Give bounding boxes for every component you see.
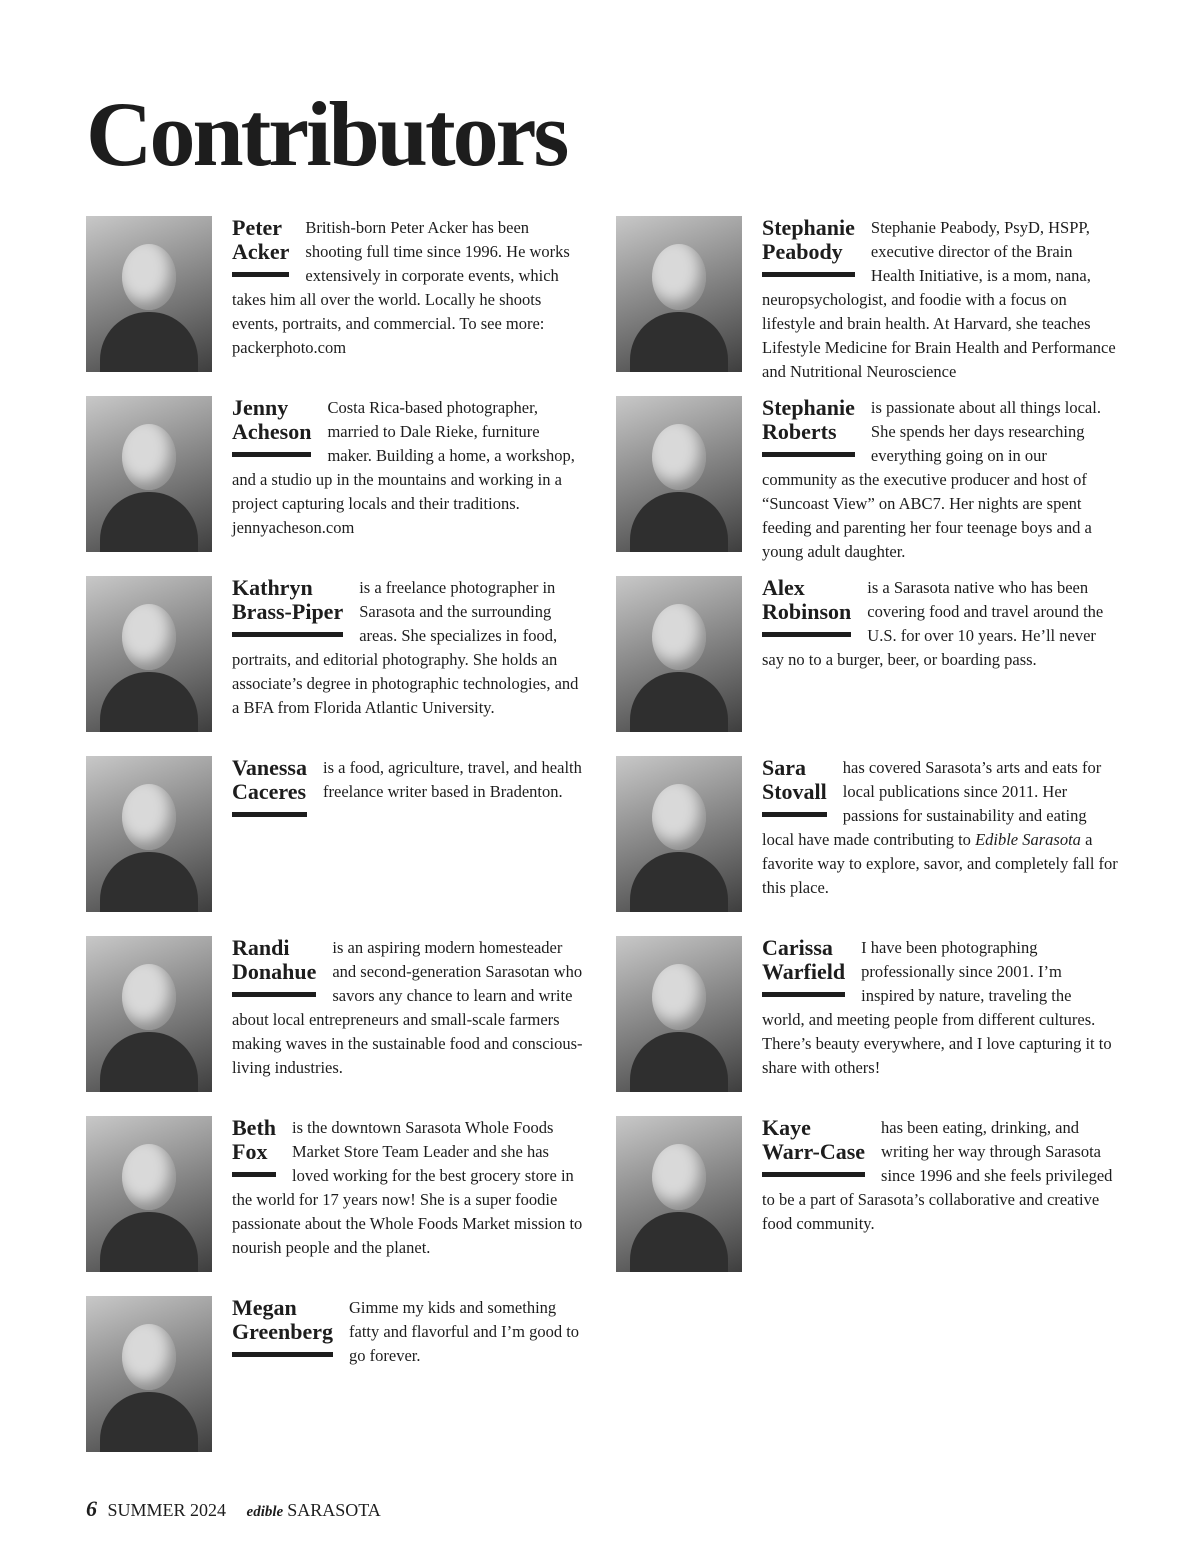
contributor-name: Jenny Acheson bbox=[232, 396, 311, 457]
contributor-name: Sara Stovall bbox=[762, 756, 827, 817]
contributor-card bbox=[86, 936, 586, 1096]
contributor-name: Stephanie Roberts bbox=[762, 396, 855, 457]
contributor-name: Carissa Warfield bbox=[762, 936, 845, 997]
contributor-card bbox=[616, 215, 1116, 381]
contributor-bio: is passionate about all things local. She spends her days researching everything going on in our community as the executive producer and host of “Suncoast View” on ABC7. Her nights are spent feeding and parenting her four teenage boys and a young adult daughter. bbox=[762, 398, 1101, 561]
contributor-photo bbox=[86, 1296, 212, 1452]
contributor-photo bbox=[86, 576, 212, 732]
brand-prefix: edible bbox=[246, 1504, 284, 1520]
contributor-name: Peter Acker bbox=[232, 216, 289, 277]
contributor-card bbox=[616, 936, 1116, 1096]
page-title: Contributors bbox=[86, 83, 567, 185]
page-footer bbox=[86, 1496, 381, 1522]
contributor-name: Alex Robinson bbox=[762, 576, 851, 637]
contributor-name: Beth Fox bbox=[232, 1116, 276, 1177]
contributor-photo bbox=[616, 936, 742, 1092]
contributor-bio: is a food, agriculture, travel, and health freelance writer based in Bradenton. bbox=[323, 758, 582, 801]
brand-name: SARASOTA bbox=[287, 1500, 381, 1520]
page-number: 6 bbox=[86, 1496, 97, 1521]
contributor-card bbox=[616, 395, 1116, 561]
contributor-card bbox=[86, 1296, 586, 1456]
contributor-photo bbox=[616, 756, 742, 912]
contributor-card bbox=[616, 756, 1116, 916]
contributor-photo bbox=[86, 936, 212, 1092]
contributor-bio: is a freelance photographer in Sarasota and the surrounding areas. She specializes in food, portraits, and editorial photography. She holds an associate’s degree in photographic technologies, and a BFA from Florida Atlantic University. bbox=[232, 578, 579, 717]
contributor-bio: Stephanie Peabody, PsyD, HSPP, executive director of the Brain Health Initiative, is a mom, nana, neuropsychologist, and foodie with a focus on lifestyle and brain health. At Harvard, she teaches Lifestyle Medicine for Brain Health and Performance and Nutritional Neuroscience bbox=[762, 218, 1116, 381]
contributor-name: Kaye Warr-Case bbox=[762, 1116, 865, 1177]
contributor-card bbox=[86, 756, 586, 916]
contributor-photo bbox=[86, 396, 212, 552]
contributor-bio: has covered Sarasota’s arts and eats for local publications since 2011. Her passions for sustainability and eating local have made contributing to Edible Sarasota a favorite way to explore, savor, and completely fall for this place. bbox=[762, 758, 1118, 897]
contributor-name: Megan Greenberg bbox=[232, 1296, 333, 1357]
contributor-photo bbox=[616, 1116, 742, 1272]
contributor-bio: is an aspiring modern homesteader and second-generation Sarasotan who savors any chance to learn and write about local entrepreneurs and small-scale farmers making waves in the sustainable food and conscious-living industries. bbox=[232, 938, 583, 1077]
contributor-photo bbox=[616, 216, 742, 372]
contributor-bio: Costa Rica-based photographer, married to Dale Rieke, furniture maker. Building a home, a workshop, and a studio up in the mountains and working in a project capturing locals and their traditions. jennyacheson.com bbox=[232, 398, 575, 537]
contributor-bio: Gimme my kids and something fatty and flavorful and I’m good to go forever. bbox=[349, 1298, 580, 1365]
contributor-bio: I have been photographing professionally since 2001. I’m inspired by nature, traveling the world, and meeting people from different cultures. There’s beauty everywhere, and I love capturing it to share with others! bbox=[762, 938, 1112, 1077]
contributor-card bbox=[86, 396, 586, 556]
contributor-bio: is the downtown Sarasota Whole Foods Market Store Team Leader and she has loved working for the best grocery store in the world for 17 years now! She is a super foodie passionate about the Whole Foods Market mission to nourish people and the planet. bbox=[232, 1118, 583, 1257]
contributor-photo bbox=[616, 396, 742, 552]
contributor-name: Kathryn Brass-Piper bbox=[232, 576, 343, 637]
contributor-photo bbox=[86, 216, 212, 372]
contributor-name: Stephanie Peabody bbox=[762, 216, 855, 277]
contributor-card bbox=[86, 216, 586, 376]
contributor-name: Randi Donahue bbox=[232, 936, 316, 997]
contributor-card bbox=[86, 1116, 586, 1276]
contributor-card bbox=[616, 1116, 1116, 1276]
contributor-name: Vanessa Caceres bbox=[232, 756, 307, 817]
issue-label: SUMMER 2024 bbox=[107, 1500, 227, 1520]
contributor-card bbox=[86, 576, 586, 736]
magazine-title: Edible Sarasota bbox=[975, 830, 1081, 849]
contributor-bio: is a Sarasota native who has been covering food and travel around the U.S. for over 10 years. He’ll never say no to a burger, beer, or boarding pass. bbox=[762, 578, 1104, 669]
contributor-photo bbox=[616, 576, 742, 732]
contributor-bio: has been eating, drinking, and writing her way through Sarasota since 1996 and she feels privileged to be a part of Sarasota’s collaborative and creative food community. bbox=[762, 1118, 1113, 1233]
contributor-bio: British-born Peter Acker has been shooting full time since 1996. He works extensively in corporate events, which takes him all over the world. Locally he shoots events, portraits, and commercial. To see more: packerphoto.com bbox=[232, 218, 570, 357]
contributor-photo bbox=[86, 1116, 212, 1272]
contributor-photo bbox=[86, 756, 212, 912]
contributor-card bbox=[616, 576, 1116, 736]
